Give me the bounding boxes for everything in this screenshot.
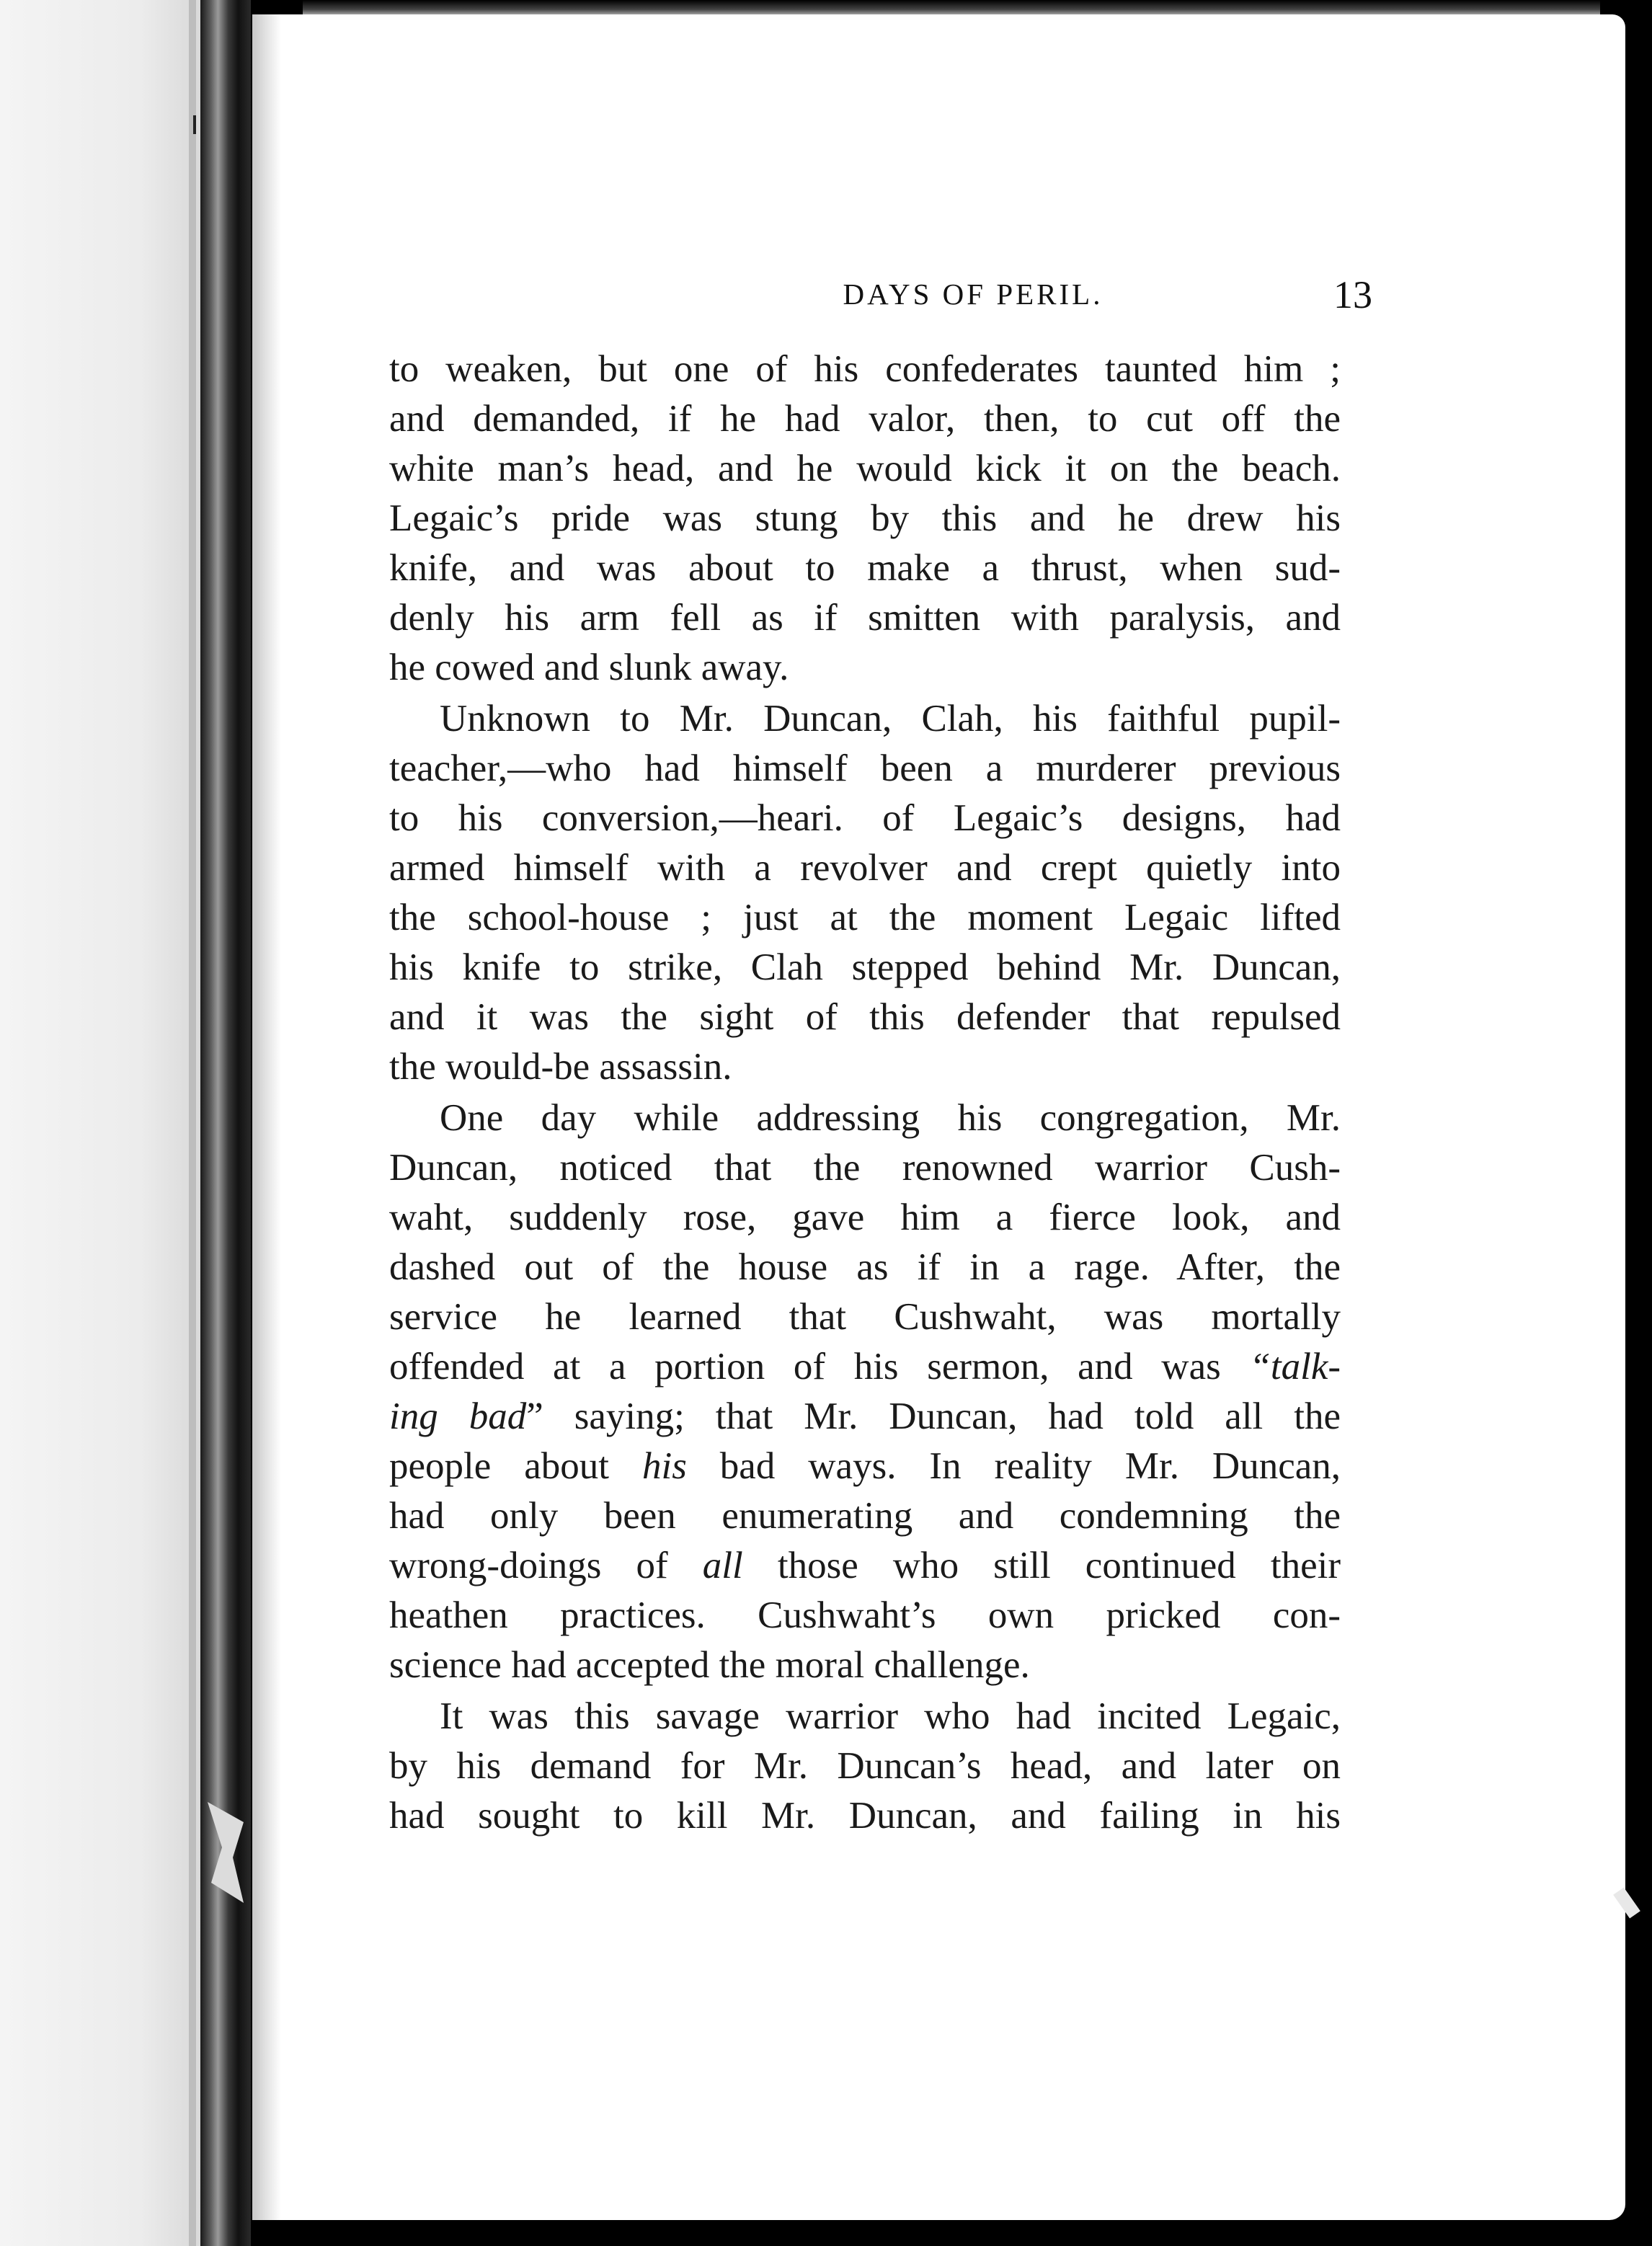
italic-segment: “talk- bbox=[1249, 1346, 1341, 1388]
text-line: and it was the sight of this defender that repulsed bbox=[389, 996, 1341, 1038]
text-segment: bad ways. In reality Mr. Duncan, bbox=[719, 1445, 1341, 1487]
text-segment: offended at a portion of his sermon, and was bbox=[389, 1346, 1221, 1388]
text-line bbox=[389, 1541, 1341, 1591]
text-line: denly his arm fell as if smitten with paralysis, and bbox=[389, 597, 1341, 639]
page-header bbox=[252, 265, 1625, 323]
text-line: heathen practices. Cushwaht’s own pricked con- bbox=[389, 1594, 1341, 1636]
text-line: and demanded, if he had valor, then, to cut off the bbox=[389, 398, 1341, 440]
italic-segment: all bbox=[702, 1545, 743, 1586]
body-text bbox=[389, 345, 1341, 1841]
text-line: had only been enumerating and condemning the bbox=[389, 1495, 1341, 1537]
text-segment: ” saying; that Mr. Duncan, had told all the bbox=[526, 1395, 1341, 1437]
facing-page-mark bbox=[193, 115, 196, 134]
book-gutter bbox=[200, 0, 251, 2246]
text-line: to weaken, but one of his confederates taunted him ; bbox=[389, 348, 1341, 390]
text-line: to his conversion,—heari. of Legaic’s designs, had bbox=[389, 797, 1341, 839]
text-line bbox=[389, 1442, 1341, 1491]
running-head: DAYS OF PERIL. bbox=[843, 278, 1103, 311]
text-line: It was this savage warrior who had incited Legaic, bbox=[440, 1695, 1341, 1737]
book-page bbox=[252, 14, 1625, 2220]
page-top-edge bbox=[303, 0, 1600, 16]
text-line: One day while addressing his congregation, Mr. bbox=[440, 1097, 1341, 1139]
page-number: 13 bbox=[1333, 273, 1372, 316]
text-line: had sought to kill Mr. Duncan, and failing in his bbox=[389, 1795, 1341, 1837]
italic-segment: ing bad bbox=[389, 1395, 527, 1437]
text-line: Unknown to Mr. Duncan, Clah, his faithful pupil- bbox=[440, 698, 1341, 740]
text-segment: wrong-doings of bbox=[389, 1545, 668, 1586]
text-segment: those who still continued their bbox=[777, 1545, 1341, 1586]
text-line: Legaic’s pride was stung by this and he drew his bbox=[389, 497, 1341, 539]
text-line: dashed out of the house as if in a rage. After, the bbox=[389, 1246, 1341, 1288]
text-line: by his demand for Mr. Duncan’s head, and later on bbox=[389, 1745, 1341, 1787]
text-line: he cowed and slunk away. bbox=[389, 647, 789, 688]
text-line: his knife to strike, Clah stepped behind Mr. Duncan, bbox=[389, 946, 1341, 988]
text-segment: people about bbox=[389, 1445, 609, 1487]
text-line: armed himself with a revolver and crept quietly into bbox=[389, 847, 1341, 889]
text-line bbox=[389, 1342, 1341, 1392]
facing-page-edge bbox=[189, 0, 196, 2246]
text-line: Duncan, noticed that the renowned warrior Cush- bbox=[389, 1147, 1341, 1189]
text-line: knife, and was about to make a thrust, when sud- bbox=[389, 547, 1341, 589]
text-line: science had accepted the moral challenge. bbox=[389, 1644, 1030, 1686]
text-line: the school-house ; just at the moment Legaic lifted bbox=[389, 897, 1341, 938]
text-line: the would-be assassin. bbox=[389, 1046, 732, 1088]
italic-segment: his bbox=[641, 1445, 687, 1487]
text-line: service he learned that Cushwaht, was mortally bbox=[389, 1296, 1341, 1338]
facing-page bbox=[0, 0, 200, 2246]
text-line: teacher,—who had himself been a murderer previous bbox=[389, 747, 1341, 789]
page-shadow bbox=[252, 14, 281, 2220]
text-line: white man’s head, and he would kick it on the beach. bbox=[389, 448, 1341, 489]
text-line bbox=[389, 1392, 1341, 1442]
text-line: waht, suddenly rose, gave him a fierce look, and bbox=[389, 1197, 1341, 1238]
